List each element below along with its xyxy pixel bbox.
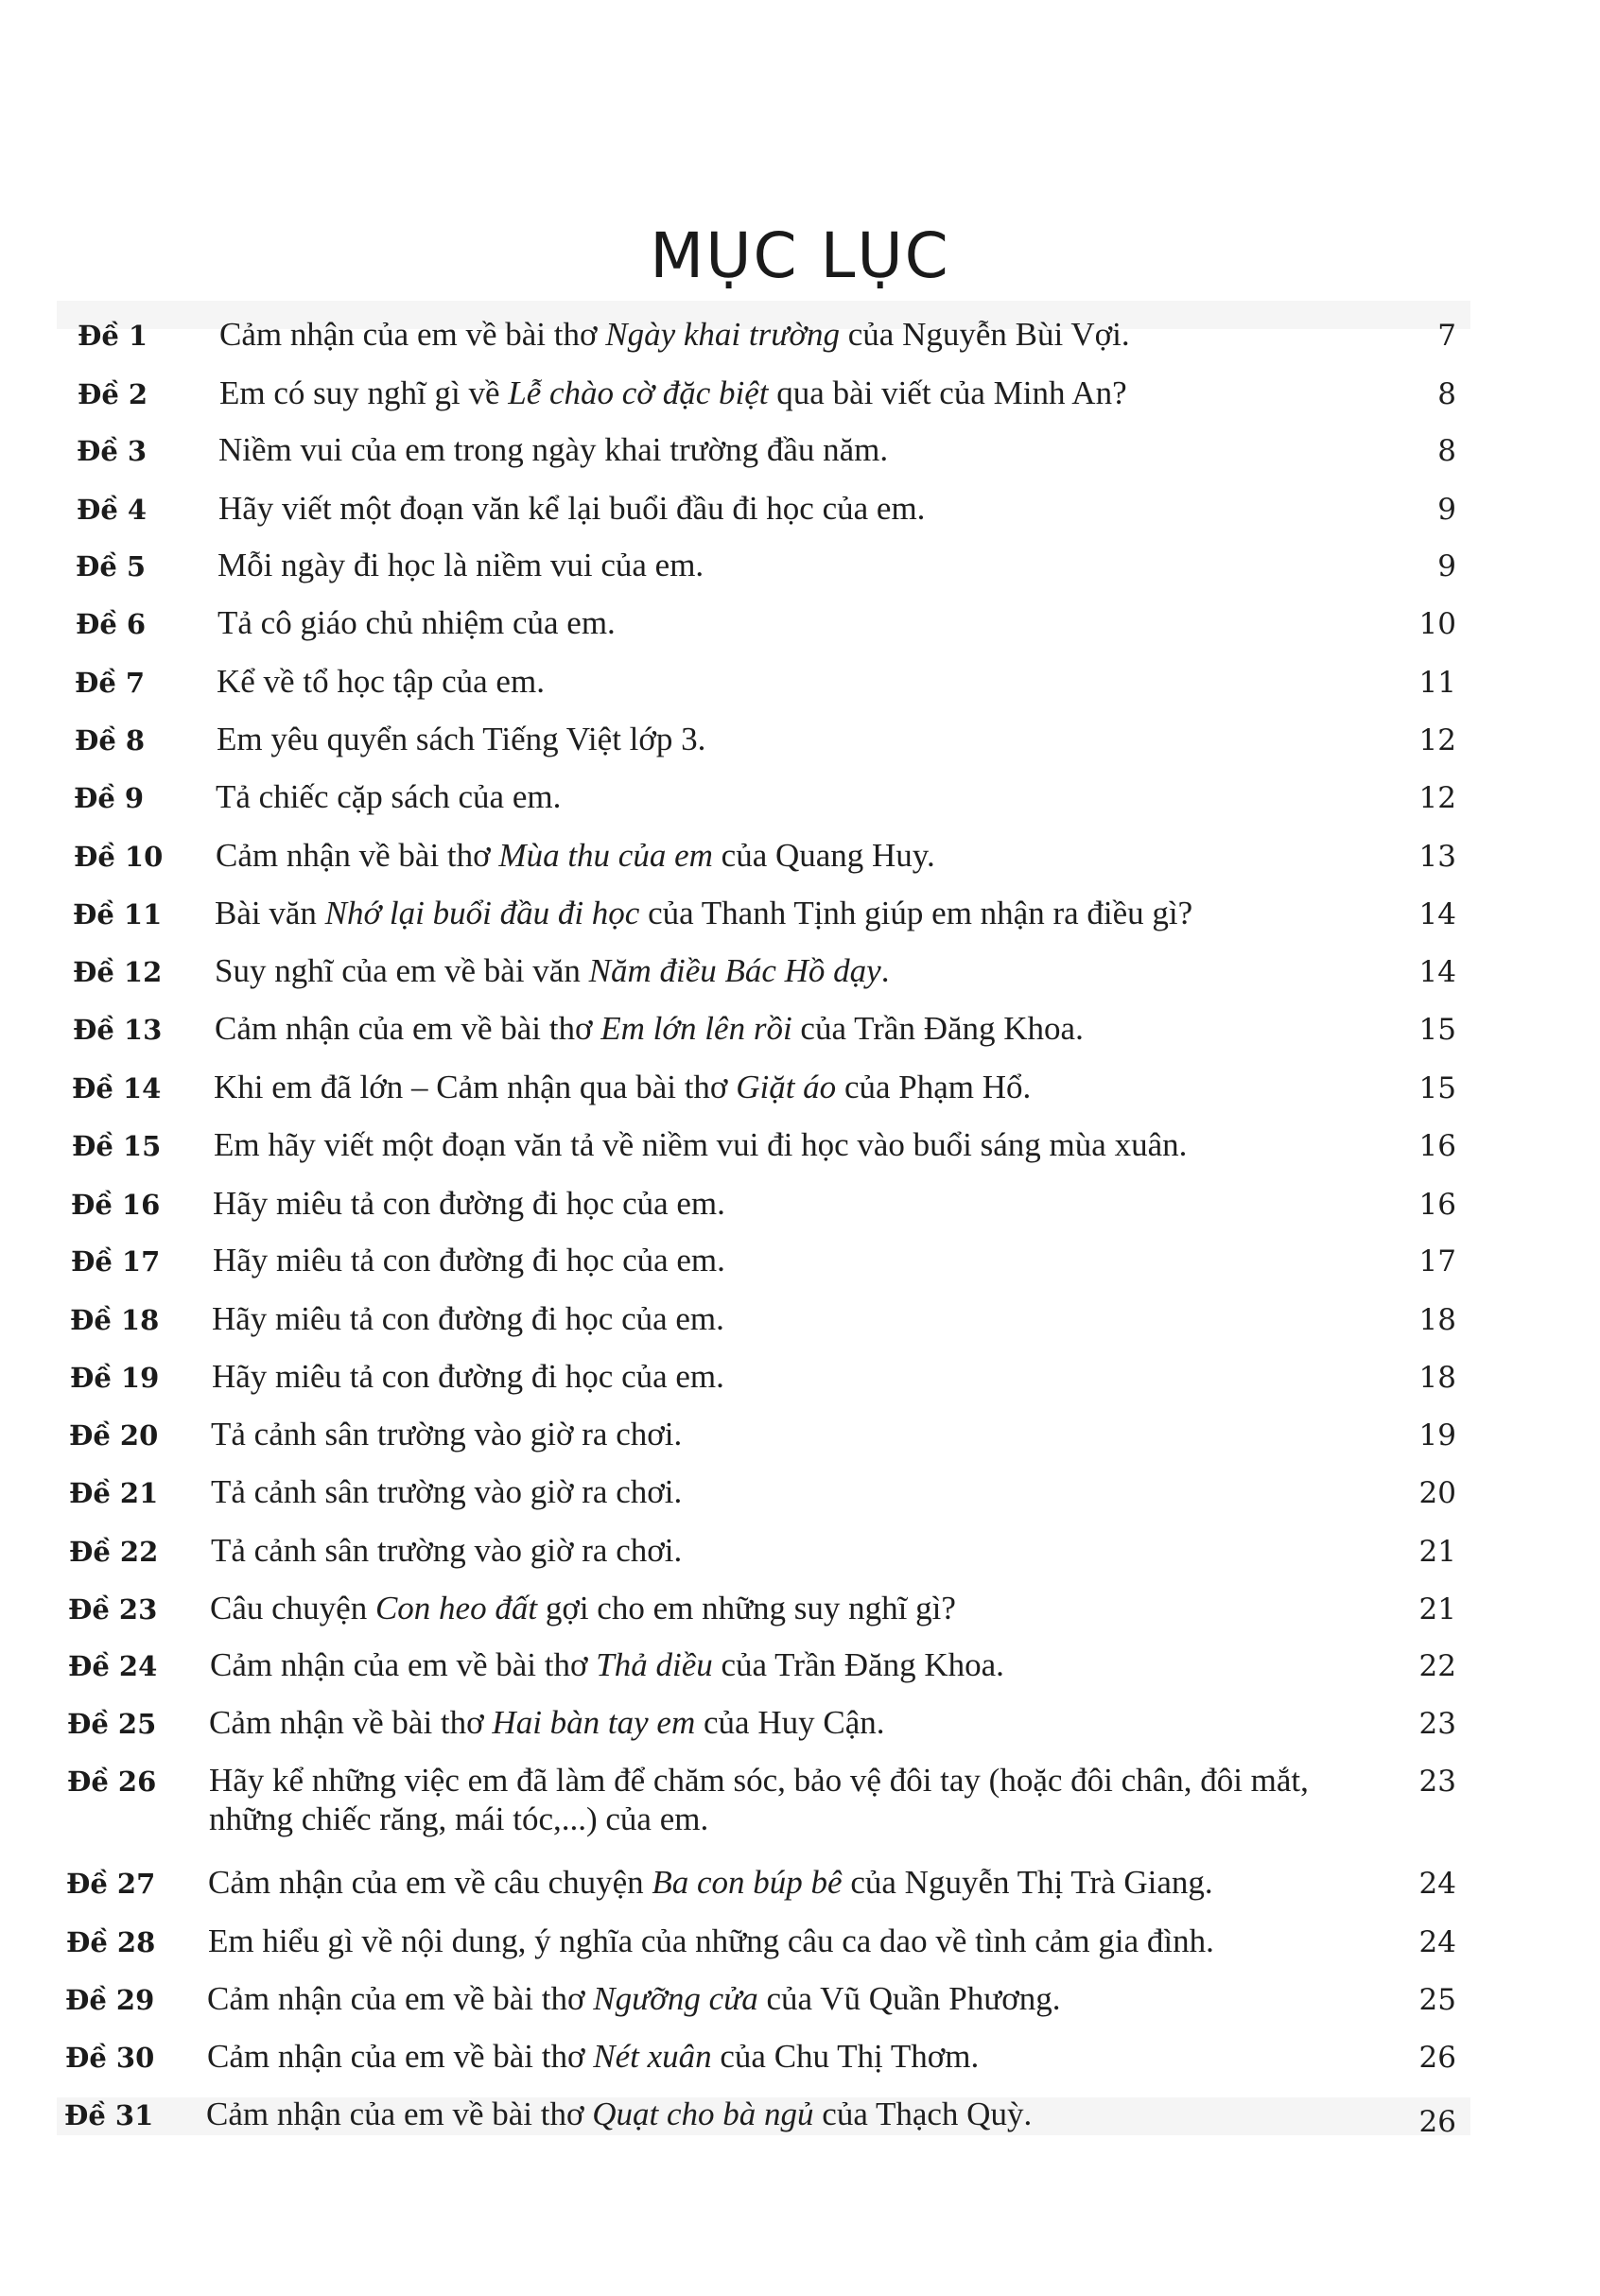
toc-entry-title-part: Mỗi ngày đi học là niềm vui của em.	[217, 547, 704, 583]
toc-entry-title-part: Suy nghĩ của em về bài văn	[215, 952, 589, 989]
toc-entry-title	[213, 1241, 1357, 1279]
toc-entry-title	[210, 1645, 1354, 1684]
toc-entry-page: 14	[1418, 955, 1456, 989]
toc-entry-number: Đề 27	[66, 1868, 156, 1900]
toc-entry-title-part: của Chu Thị Thơm.	[711, 2038, 980, 2075]
toc-entry-title-part: Tả cảnh sân trường vào giờ ra chơi.	[211, 1416, 683, 1452]
toc-entry-page: 9	[1437, 493, 1456, 527]
toc-row	[0, 1301, 1600, 1354]
toc-row	[0, 548, 1600, 600]
toc-entry-title	[208, 1863, 1352, 1902]
toc-entry-title-part: Hãy miêu tả con đường đi học của em.	[213, 1185, 725, 1222]
toc-entry-page: 16	[1418, 1129, 1456, 1163]
toc-entry-title-italic: Quạt cho bà ngủ	[592, 2096, 814, 2132]
toc-entry-title-italic: Lễ chào cờ đặc biệt	[508, 374, 769, 411]
toc-entry-title-italic: Năm điều Bác Hồ dạy	[588, 952, 881, 989]
page-title: MỤC LỤC	[650, 219, 950, 293]
toc-entry-title	[214, 1068, 1358, 1106]
toc-row	[0, 2096, 1600, 2149]
toc-entry-number: Đề 7	[75, 667, 146, 699]
toc-entry-title-part: Bài văn	[215, 895, 325, 931]
toc-entry-page: 8	[1437, 377, 1456, 411]
toc-entry-title-part: của Thạch Quỳ.	[813, 2096, 1033, 2132]
toc-entry-number: Đề 31	[64, 2099, 154, 2131]
toc-entry-page: 20	[1418, 1476, 1456, 1510]
toc-entry-title-part: Cảm nhận của em về bài thơ	[219, 316, 606, 353]
toc-entry-title-part: của Nguyễn Bùi Vợi.	[840, 316, 1130, 353]
toc-entry-page: 23	[1418, 1707, 1456, 1741]
toc-entry-page: 26	[1418, 2105, 1456, 2139]
toc-entry-title-part: Tả cô giáo chủ nhiệm của em.	[217, 604, 616, 641]
toc-entry-page: 11	[1418, 666, 1456, 700]
toc-row	[0, 1533, 1600, 1586]
toc-entry-title	[211, 1531, 1355, 1570]
toc-entry-page: 12	[1418, 781, 1456, 815]
toc-entry-title-part: Cảm nhận của em về bài thơ	[207, 2038, 594, 2075]
toc-entry-title	[209, 1703, 1353, 1742]
toc-entry-title-part: Cảm nhận về bài thơ	[216, 837, 499, 874]
toc-entry-title	[219, 315, 1364, 354]
toc-entry-page: 9	[1437, 549, 1456, 583]
toc-entry-title	[211, 1472, 1355, 1511]
toc-entry-number: Đề 29	[65, 1984, 155, 2016]
toc-entry-number: Đề 3	[77, 435, 148, 467]
toc-entry-page: 7	[1437, 319, 1456, 353]
toc-entry-number: Đề 15	[72, 1130, 162, 1162]
toc-entry-title	[207, 1979, 1351, 2018]
toc-entry-title-italic: Hai bàn tay em	[492, 1704, 696, 1741]
toc-entry-page: 24	[1418, 1867, 1456, 1901]
toc-entry-number: Đề 1	[78, 320, 148, 352]
toc-entry-title-italic: Con heo đất	[374, 1590, 538, 1626]
toc-entry-title-part: Tả cảnh sân trường vào giờ ra chơi.	[211, 1473, 683, 1510]
toc-entry-page: 14	[1418, 897, 1456, 931]
toc-entry-title-italic: Ngưỡng cửa	[593, 1980, 758, 2017]
toc-row	[0, 664, 1600, 717]
toc-row	[0, 1647, 1600, 1700]
toc-row	[0, 953, 1600, 1006]
toc-entry-title-part: Em có suy nghĩ gì về	[219, 374, 509, 411]
toc-entry-page: 13	[1418, 840, 1456, 874]
toc-entry-title-part: Khi em đã lớn – Cảm nhận qua bài thơ	[214, 1069, 737, 1105]
toc-entry-title	[217, 662, 1361, 701]
toc-entry-title-italic: Em lớn lên rồi	[600, 1010, 792, 1047]
toc-entry-title	[215, 1009, 1359, 1048]
toc-entry-title-part: Cảm nhận của em về bài thơ	[215, 1010, 601, 1047]
toc-entry-page: 26	[1418, 2041, 1456, 2075]
toc-entry-title-italic: Ngày khai trường	[605, 316, 841, 353]
toc-row	[0, 1705, 1600, 1758]
toc-entry-title-part: Hãy viết một đoạn văn kể lại buổi đầu đi học của em.	[218, 490, 926, 527]
toc-row	[0, 1243, 1600, 1296]
toc-entry-number: Đề 6	[76, 608, 147, 640]
toc-entry-page: 17	[1418, 1244, 1456, 1278]
toc-entry-number: Đề 21	[69, 1477, 159, 1509]
toc-entry-title-italic: Thả diều	[596, 1646, 713, 1683]
toc-entry-title	[212, 1357, 1356, 1396]
toc-entry-page: 22	[1418, 1649, 1456, 1683]
toc-entry-title-italic: Giặt áo	[736, 1069, 837, 1105]
toc-entry-title-part: Cảm nhận của em về bài thơ	[206, 2096, 593, 2132]
toc-entry-number: Đề 22	[69, 1536, 159, 1568]
toc-entry-title-part: Cảm nhận của em về bài thơ	[207, 1980, 594, 2017]
toc-entry-title-part: Cảm nhận của em về câu chuyện	[208, 1864, 652, 1901]
toc-entry-number: Đề 20	[69, 1419, 159, 1452]
toc-entry-page: 23	[1418, 1765, 1456, 1799]
toc-row	[0, 838, 1600, 891]
toc-entry-title-part: của Vũ Quần Phương.	[757, 1980, 1061, 2017]
toc-entry-title-italic: Mùa thu của em	[498, 837, 713, 874]
toc-entry-title	[206, 2095, 1350, 2133]
toc-entry-title-part: Em hãy viết một đoạn văn tả về niềm vui đi học vào buổi sáng mùa xuân.	[214, 1126, 1188, 1163]
toc-row	[0, 1359, 1600, 1412]
toc-entry-title-part: Kể về tổ học tập của em.	[217, 663, 545, 700]
toc-entry-number: Đề 19	[70, 1362, 160, 1394]
toc-entry-title	[217, 546, 1362, 584]
toc-entry-title	[213, 1184, 1357, 1223]
toc-entry-title-part: của Trần Đăng Khoa.	[791, 1010, 1084, 1047]
toc-entry-title-part: Em hiểu gì về nội dung, ý nghĩa của những câu ca dao về tình cảm gia đình.	[208, 1922, 1214, 1959]
toc-row	[0, 491, 1600, 544]
toc-entry-number: Đề 25	[67, 1708, 157, 1740]
toc-entry-title	[208, 1922, 1352, 1960]
toc-entry-page: 24	[1418, 1925, 1456, 1959]
toc-entry-title	[218, 430, 1363, 469]
toc-entry-title-part: Câu chuyện	[210, 1590, 375, 1626]
toc-row	[0, 1186, 1600, 1239]
toc-entry-number: Đề 26	[67, 1765, 157, 1798]
toc-entry-title	[214, 1125, 1358, 1164]
toc-entry-title-part: của Quang Huy.	[712, 837, 935, 874]
toc-entry-title-part: của Thanh Tịnh giúp em nhận ra điều gì?	[639, 895, 1193, 931]
toc-row	[0, 1474, 1600, 1527]
toc-entry-title	[212, 1299, 1356, 1338]
toc-entry-number: Đề 12	[73, 956, 163, 988]
toc-entry-title-italic: Ba con búp bê	[652, 1864, 843, 1901]
toc-entry-title-part: gợi cho em những suy nghĩ gì?	[537, 1590, 956, 1626]
toc-entry-title-part: của Trần Đăng Khoa.	[712, 1646, 1004, 1683]
toc-entry-title-part: Hãy miêu tả con đường đi học của em.	[213, 1242, 725, 1278]
toc-entry-number: Đề 30	[65, 2042, 155, 2074]
toc-entry-title	[209, 1761, 1353, 1838]
toc-entry-page: 21	[1418, 1592, 1456, 1626]
toc-entry-title	[215, 951, 1359, 990]
toc-row	[0, 1127, 1600, 1180]
toc-entry-title	[217, 720, 1361, 758]
toc-entry-number: Đề 16	[71, 1189, 161, 1221]
toc-entry-title-part: Cảm nhận của em về bài thơ	[210, 1646, 597, 1683]
toc-entry-number: Đề 8	[75, 724, 146, 757]
toc-entry-title	[211, 1415, 1355, 1453]
toc-entry-page: 15	[1418, 1013, 1456, 1047]
toc-entry-title-italic: Nét xuân	[593, 2038, 712, 2075]
toc-entry-number: Đề 2	[78, 378, 148, 410]
toc-row	[0, 1070, 1600, 1122]
toc-entry-page: 18	[1418, 1303, 1456, 1337]
toc-row	[0, 1591, 1600, 1644]
toc-entry-page: 15	[1418, 1071, 1456, 1105]
toc-entry-title-part: .	[880, 952, 890, 989]
toc-row	[0, 1981, 1600, 2034]
toc-entry-title-part: Niềm vui của em trong ngày khai trường đầu năm.	[218, 431, 889, 468]
toc-entry-title-part: của Nguyễn Thị Trà Giang.	[842, 1864, 1213, 1901]
toc-entry-number: Đề 14	[72, 1072, 162, 1105]
toc-entry-title-part: của Huy Cận.	[695, 1704, 885, 1741]
toc-row	[0, 317, 1600, 370]
toc-row	[0, 432, 1600, 485]
toc-entry-page: 19	[1418, 1418, 1456, 1452]
toc-entry-title	[210, 1589, 1354, 1627]
toc-entry-number: Đề 9	[74, 782, 145, 814]
toc-entry-number: Đề 28	[66, 1926, 156, 1958]
toc-entry-title	[218, 489, 1363, 528]
toc-row	[0, 722, 1600, 774]
toc-entry-page: 18	[1418, 1361, 1456, 1395]
toc-entry-number: Đề 18	[70, 1304, 160, 1336]
toc-entry-title	[216, 836, 1360, 875]
toc-row	[0, 375, 1600, 428]
toc-entry-title-part: Hãy miêu tả con đường đi học của em.	[212, 1358, 724, 1395]
toc-entry-title-part: Tả cảnh sân trường vào giờ ra chơi.	[211, 1532, 683, 1569]
toc-entry-title	[215, 894, 1359, 932]
toc-row	[0, 605, 1600, 658]
toc-row	[0, 1011, 1600, 1064]
toc-entry-number: Đề 24	[68, 1650, 158, 1682]
toc-row	[0, 779, 1600, 832]
toc-row	[0, 1923, 1600, 1976]
toc-entry-title-part: Em yêu quyển sách Tiếng Việt lớp 3.	[217, 721, 706, 757]
toc-entry-page: 25	[1418, 1983, 1456, 2017]
toc-row	[0, 1865, 1600, 1918]
toc-entry-title-italic: Nhớ lại buổi đầu đi học	[324, 895, 640, 931]
toc-entry-page: 16	[1418, 1188, 1456, 1222]
toc-entry-number: Đề 23	[68, 1593, 158, 1626]
toc-row	[0, 2039, 1600, 2092]
toc-entry-title-part: qua bài viết của Minh An?	[768, 374, 1127, 411]
toc-entry-title	[207, 2037, 1351, 2076]
toc-entry-number: Đề 10	[74, 841, 164, 873]
toc-entry-title	[216, 777, 1360, 816]
toc-row	[0, 896, 1600, 948]
toc-entry-page: 21	[1418, 1535, 1456, 1569]
toc-row	[0, 1762, 1600, 1837]
toc-row	[0, 1417, 1600, 1470]
toc-entry-title-part: của Phạm Hổ.	[836, 1069, 1032, 1105]
toc-entry-title-part: Tả chiếc cặp sách của em.	[216, 778, 562, 815]
toc-entry-title	[217, 603, 1362, 642]
toc-entry-page: 12	[1418, 723, 1456, 757]
toc-entry-number: Đề 5	[76, 550, 147, 583]
toc-entry-title-part: Hãy kể những việc em đã làm để chăm sóc, bảo vệ đôi tay (hoặc đôi chân, đôi mắt, những chiếc răng, mái tóc,...) của em.	[209, 1762, 1309, 1837]
toc-entry-number: Đề 4	[77, 494, 148, 526]
toc-entry-title-part: Hãy miêu tả con đường đi học của em.	[212, 1300, 724, 1337]
toc-entry-number: Đề 17	[71, 1245, 161, 1278]
toc-entry-number: Đề 11	[73, 898, 163, 931]
toc-entry-page: 8	[1437, 434, 1456, 468]
toc-entry-number: Đề 13	[73, 1014, 163, 1046]
toc-entry-page: 10	[1418, 607, 1456, 641]
toc-entry-title-part: Cảm nhận về bài thơ	[209, 1704, 493, 1741]
toc-entry-title	[219, 374, 1364, 412]
